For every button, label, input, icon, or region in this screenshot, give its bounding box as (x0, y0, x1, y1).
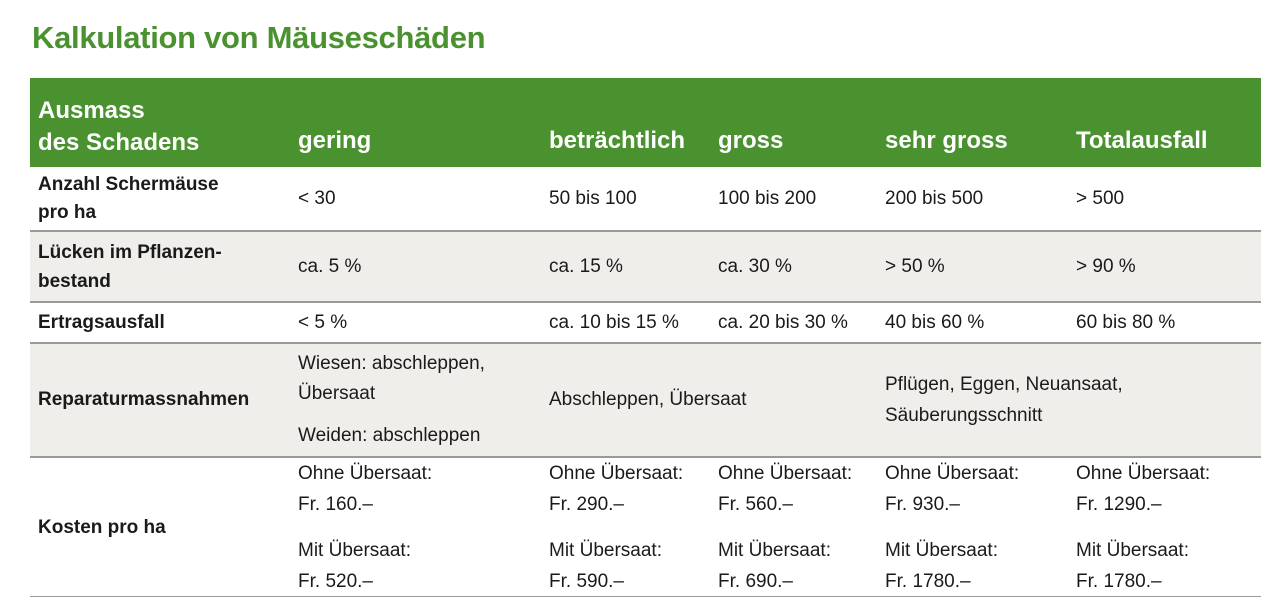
ohne-value: Fr. 930.– (885, 494, 960, 515)
table-row-kosten (30, 458, 1261, 597)
ohne-label: Ohne Übersaat: (298, 463, 433, 484)
mit-value: Fr. 590.– (549, 571, 624, 592)
table-cell: > 500 (1076, 187, 1125, 209)
cell-line: Wiesen: abschleppen, (298, 353, 485, 374)
table-cell: < 5 % (298, 311, 348, 333)
table-cell (710, 458, 877, 597)
ohne-label: Ohne Übersaat: (1076, 463, 1211, 484)
table-cell-high (877, 344, 1261, 456)
table-cell-mid: Abschleppen, Übersaat (549, 389, 747, 410)
header-sehr-gross: sehr gross (885, 127, 1008, 154)
table-cell (1068, 458, 1261, 597)
mit-label: Mit Übersaat: (885, 540, 998, 561)
cell-line: Übersaat (298, 383, 376, 404)
header-totalausfall: Totalausfall (1076, 127, 1208, 154)
ohne-value: Fr. 290.– (549, 494, 624, 515)
row-label: Ertragsausfall (38, 311, 165, 333)
table-cell-gering (290, 344, 541, 456)
header-label-line1: Ausmass (38, 97, 145, 124)
row-label (30, 167, 290, 230)
mit-label: Mit Übersaat: (549, 540, 662, 561)
table-cell: ca. 20 bis 30 % (718, 311, 848, 333)
table-row-anzahl (30, 167, 1261, 232)
table-header (30, 78, 1261, 167)
mit-value: Fr. 1780.– (1076, 571, 1162, 592)
table-cell: ca. 30 % (718, 255, 792, 277)
table-cell: 60 bis 80 % (1076, 311, 1176, 333)
cell-line: Pflügen, Eggen, Neuansaat, (885, 374, 1123, 395)
mit-label: Mit Übersaat: (1076, 540, 1189, 561)
table-row-reparatur (30, 344, 1261, 458)
ohne-value: Fr. 160.– (298, 494, 373, 515)
table-cell: > 50 % (885, 255, 945, 277)
mit-value: Fr. 690.– (718, 571, 793, 592)
ohne-label: Ohne Übersaat: (718, 463, 853, 484)
cell-line: Weiden: abschleppen (298, 425, 481, 446)
ohne-label: Ohne Übersaat: (549, 463, 684, 484)
mit-label: Mit Übersaat: (298, 540, 411, 561)
damage-table (30, 78, 1261, 597)
row-label-line1: Lücken im Pflanzen- (38, 241, 222, 263)
mit-label: Mit Übersaat: (718, 540, 831, 561)
table-row-ertrag (30, 303, 1261, 344)
table-cell: ca. 10 bis 15 % (549, 311, 679, 333)
table-cell: 40 bis 60 % (885, 311, 985, 333)
ohne-value: Fr. 560.– (718, 494, 793, 515)
header-label-line2: des Schadens (38, 129, 200, 156)
table-cell: 50 bis 100 (549, 187, 637, 209)
page-title: Kalkulation von Mäuseschäden (32, 20, 486, 55)
table-cell: ca. 15 % (549, 255, 623, 277)
cell-line: Säuberungsschnitt (885, 405, 1043, 426)
row-label: Reparaturmassnahmen (38, 389, 250, 410)
header-label (30, 78, 290, 167)
row-label-line1: Anzahl Schermäuse (38, 173, 219, 195)
header-gross: gross (718, 127, 784, 154)
table-row-luecken (30, 232, 1261, 303)
mit-value: Fr. 520.– (298, 571, 373, 592)
table-cell: < 30 (298, 187, 336, 209)
header-gering: gering (298, 127, 372, 154)
row-label-line2: pro ha (38, 201, 97, 223)
table-cell (541, 458, 710, 597)
row-label-line2: bestand (38, 270, 111, 292)
table-cell: > 90 % (1076, 255, 1136, 277)
row-label: Kosten pro ha (38, 516, 166, 538)
table-cell: ca. 5 % (298, 255, 362, 277)
mit-value: Fr. 1780.– (885, 571, 971, 592)
table-cell (290, 458, 541, 597)
ohne-value: Fr. 1290.– (1076, 494, 1162, 515)
table-cell (877, 458, 1068, 597)
table-cell: 100 bis 200 (718, 187, 817, 209)
table-cell: 200 bis 500 (885, 187, 984, 209)
ohne-label: Ohne Übersaat: (885, 463, 1020, 484)
header-betraechtlich: beträchtlich (549, 127, 686, 154)
row-label (30, 232, 290, 301)
